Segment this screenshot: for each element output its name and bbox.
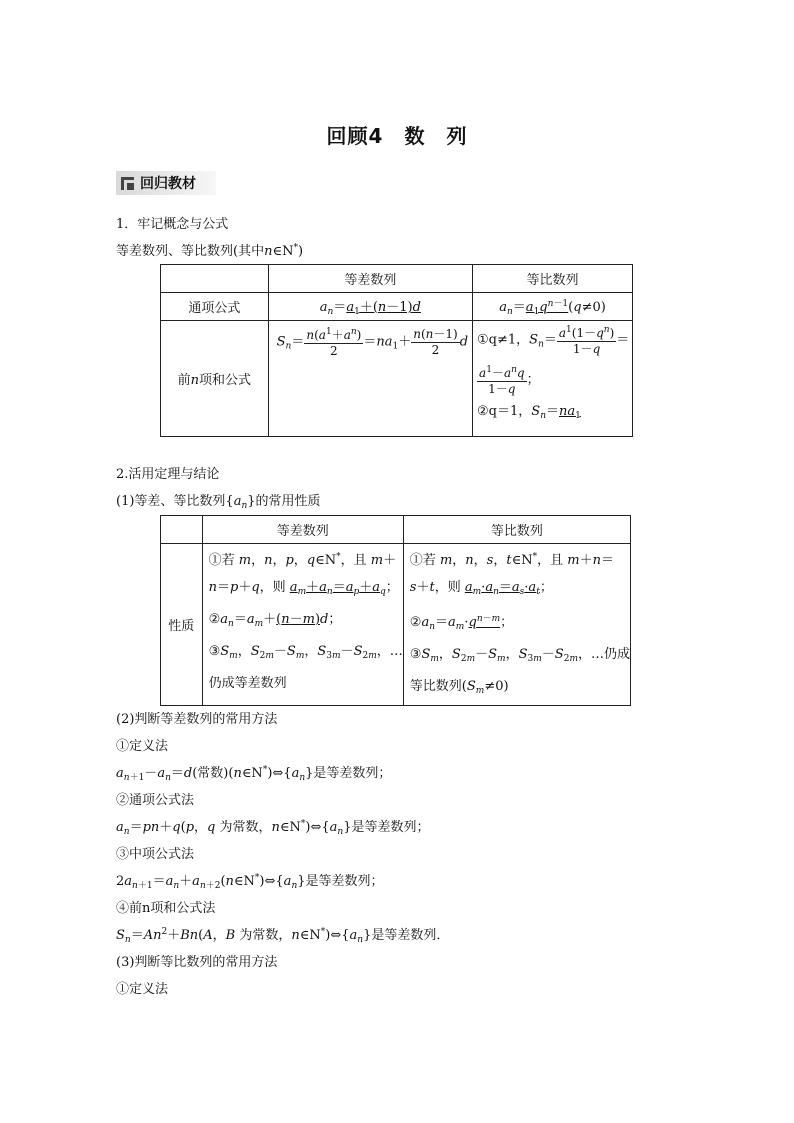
geo-properties: ①若 m，n，s，t∈N*，且 m＋n＝ s＋t，则 $a_m\cdot a_n=a_s\cdot a_t$； $②a_n=a_m\cdot q^{n-m}$； $③S_m$，$S_{2m}-S_m$，$S_{3m}-S_{2m}$，…仍成 等比数列$(S_m\ne 0)$: [403, 544, 630, 706]
table-corner: [161, 516, 203, 544]
geo-sum-case1: ①q≠1，$S_n=$ $\frac{a^1(1-q^n)}{1-q}$ ＝: [477, 325, 630, 356]
section-square-icon: [121, 177, 134, 190]
fraction: $\frac{n(a^1+a^n)}{2}$: [306, 327, 362, 358]
fraction: $\frac{a^1-a^nq}{1-q}$: [479, 365, 525, 396]
table-corner: [161, 265, 269, 293]
heading-1: 1．牢记概念与公式: [116, 217, 229, 232]
subheading-properties: (1)等差、等比数列$\{a_n\}$的常用性质: [116, 494, 321, 511]
arith-sum-formula: $S_n=$ $\frac{n(a^1+a^n)}{2}$ $=na_1+$ $\frac{n(n-1)}{2}$ d: [268, 321, 472, 437]
geo-sum-case1-alt: $\frac{a^1-a^nq}{1-q}$ ；: [479, 365, 540, 396]
method-definition: ①定义法: [116, 739, 169, 754]
formula-sum: $S_n=An^2+Bn(A$，B 为常数，$n\in N^*)\Leftrightarrow\{a_n\}$是等差数列．: [116, 927, 450, 945]
heading-geo-methods: (3)判断等比数列的常用方法: [116, 955, 278, 970]
geo-sum-case2: ②q＝1，$S_n=na_1$: [477, 404, 581, 421]
row-label-sum: 前n项和公式: [161, 321, 269, 437]
formula-definition: $a_{n+1}-a_n=d$(常数)$(n\in N^*)\Leftrightarrow\{a_n\}$是等差数列；: [116, 765, 392, 783]
col-header-geo: 等比数列: [403, 516, 630, 544]
formula-middle-term: $2a_{n+1}=a_n+a_{n+2}(n\in N^*)\Leftrightarrow\{a_n\}$是等差数列；: [116, 873, 384, 891]
col-header-arith: 等差数列: [268, 265, 472, 293]
arith-general-term: $a_n=a_1+(n-1)d$: [268, 293, 472, 321]
fraction: $\frac{n(n-1)}{2}$: [413, 326, 458, 357]
method-sum: ④前n项和公式法: [116, 901, 216, 916]
properties-table: [160, 515, 631, 706]
page-title: 回顾4 数 列: [326, 124, 468, 148]
row-label-properties: 性质: [161, 544, 203, 706]
formula-table: [160, 264, 633, 437]
geo-general-term: $a_n=a_1q^{n-1}(q\ne 0)$: [473, 293, 633, 321]
geo-sum-formula: [473, 321, 633, 437]
formula-general-term: $a_n=pn+q(p$，q 为常数，$n\in N^*)\Leftrightarrow\{a_n\}$是等差数列；: [116, 819, 430, 837]
method-middle-term: ③中项公式法: [116, 847, 195, 862]
fraction: $\frac{a^1(1-q^n)}{1-q}$: [558, 325, 615, 356]
row-label-general-term: 通项公式: [161, 293, 269, 321]
intro-line: 等差数列、等比数列(其中n∈N*): [116, 243, 304, 259]
col-header-geo: 等比数列: [473, 265, 633, 293]
geo-method-definition: ①定义法: [116, 982, 169, 997]
section-label: 回归教材: [140, 176, 196, 192]
method-general-term: ②通项公式法: [116, 793, 195, 808]
col-header-arith: 等差数列: [202, 516, 403, 544]
heading-arith-methods: (2)判断等差数列的常用方法: [116, 712, 278, 727]
heading-2: 2.活用定理与结论: [116, 467, 220, 482]
arith-properties: ①若 m，n，p，q∈N*，且 m＋ n＝p＋q，则 $a_m+a_n=a_p+a_q$； $②a_n=a_m+(n-m)d$； $③S_m$，$S_{2m}-S_m$，$S_{3m}-S_{2m}$，… 仍成等差数列: [202, 544, 403, 706]
section-badge: [116, 171, 216, 195]
